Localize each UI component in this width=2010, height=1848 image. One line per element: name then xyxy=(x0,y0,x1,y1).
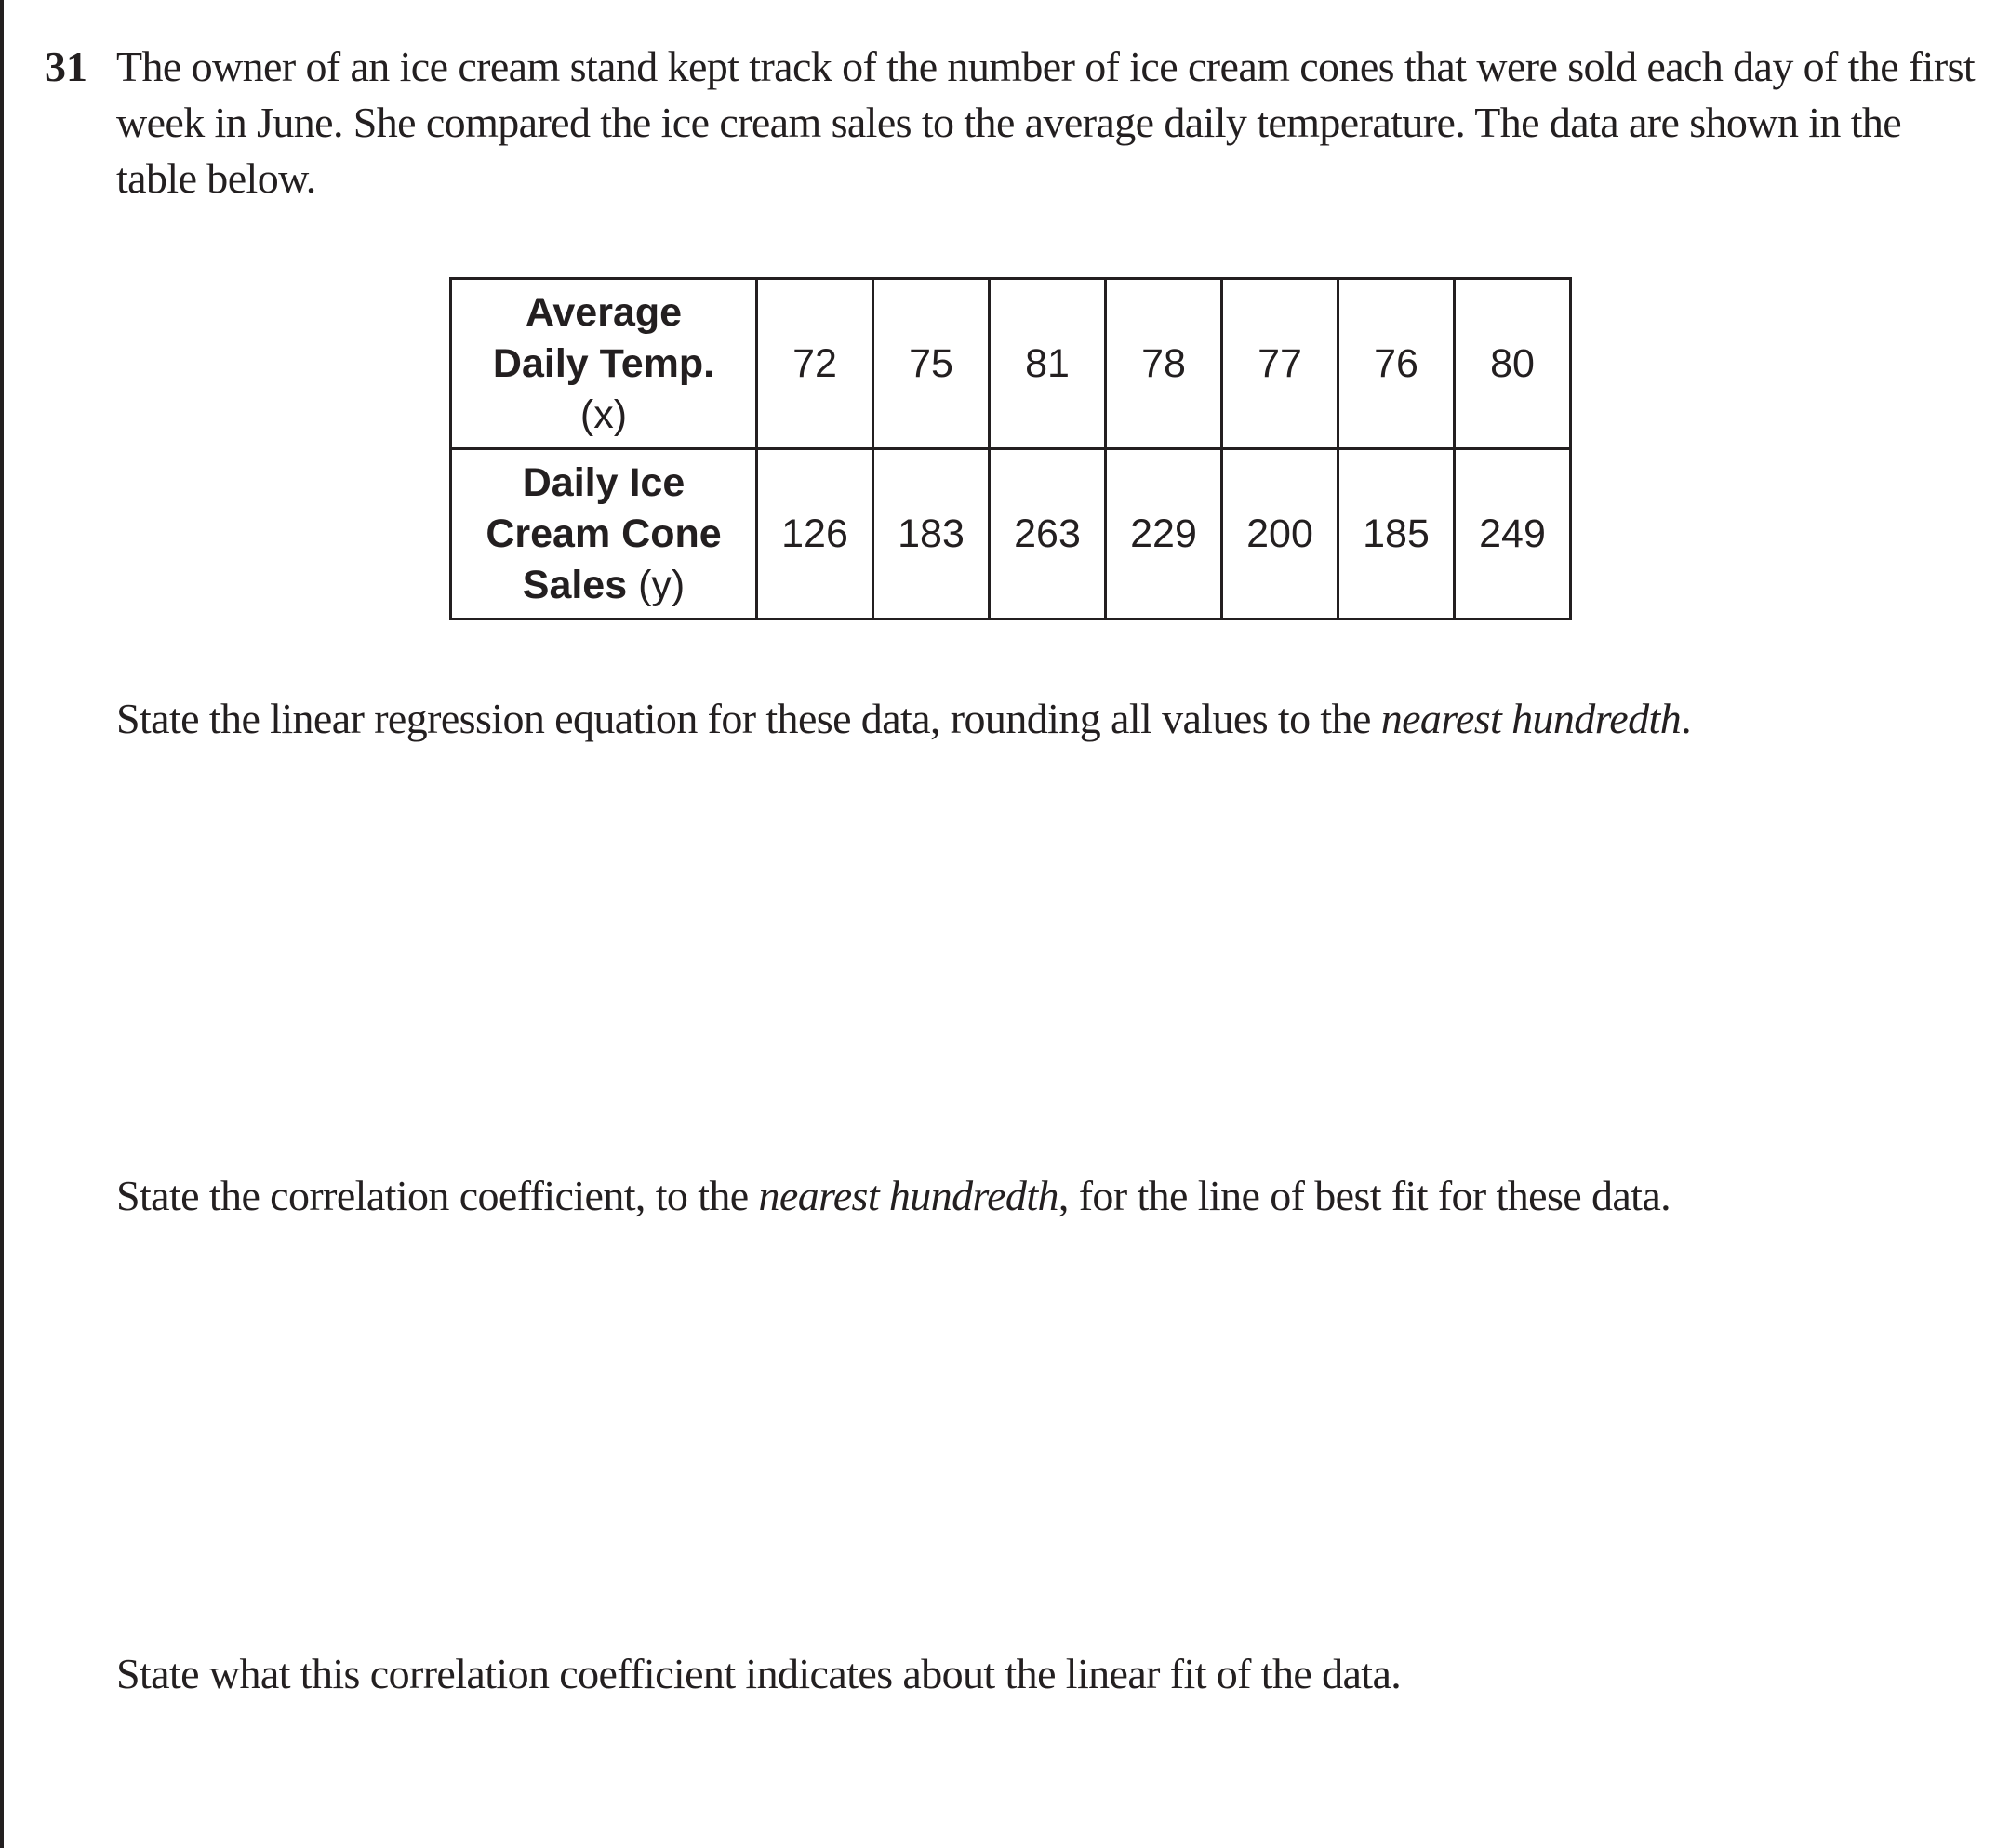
table-cell: 185 xyxy=(1338,449,1455,619)
row-header-line: Cream Cone xyxy=(486,511,722,556)
table-cell: 81 xyxy=(990,279,1106,449)
row-header-line: Daily Temp. xyxy=(492,340,715,386)
table-cell: 78 xyxy=(1106,279,1222,449)
prompt-text: State what this correlation coefficient indicates about the linear fit of the data. xyxy=(116,1650,1402,1697)
table-cell: 229 xyxy=(1106,449,1222,619)
table-cell: 126 xyxy=(757,449,873,619)
row-header-variable: (x) xyxy=(579,392,628,437)
table-cell: 80 xyxy=(1455,279,1571,449)
table-cell: 76 xyxy=(1338,279,1455,449)
question-number: 31 xyxy=(45,43,87,90)
table-row-temperature xyxy=(451,279,1571,449)
row-header-line: Sales xyxy=(522,562,628,607)
answer-space-interpretation[interactable] xyxy=(116,1713,1958,1843)
table-row-sales xyxy=(451,449,1571,619)
prompt-text: State the correlation coefficient, to the xyxy=(116,1172,759,1219)
prompt-text: , for the line of best fit for these data. xyxy=(1058,1172,1671,1219)
table-cell: 263 xyxy=(990,449,1106,619)
prompt-emphasis: nearest hundredth xyxy=(1380,695,1682,742)
row-header-line: Daily Ice xyxy=(522,459,686,505)
row-header-variable: (y) xyxy=(638,562,686,607)
answer-space-regression[interactable] xyxy=(116,758,1958,1149)
prompt-text: State the linear regression equation for these data, rounding all values to the xyxy=(116,695,1381,742)
table-cell: 183 xyxy=(873,449,990,619)
answer-space-correlation[interactable] xyxy=(116,1235,1958,1626)
prompt-correlation-coefficient xyxy=(116,1168,1671,1224)
table-cell: 249 xyxy=(1455,449,1571,619)
table-cell: 72 xyxy=(757,279,873,449)
table-cell: 77 xyxy=(1222,279,1338,449)
prompt-text: . xyxy=(1681,695,1691,742)
row-header-line: Average xyxy=(525,289,683,335)
page-left-border xyxy=(0,0,4,1848)
row-header-temperature xyxy=(451,279,757,449)
prompt-regression-equation xyxy=(116,691,1691,747)
question-stem: The owner of an ice cream stand kept track of the number of ice cream cones that were sold each day of the first week in June. She compared the ice cream sales to the average daily temperature. The data are shown in the table below. xyxy=(116,43,1976,202)
row-header-sales xyxy=(451,449,757,619)
prompt-emphasis: nearest hundredth xyxy=(758,1172,1058,1219)
data-table xyxy=(449,277,1572,620)
table-cell: 200 xyxy=(1222,449,1338,619)
table-cell: 75 xyxy=(873,279,990,449)
prompt-interpretation xyxy=(116,1646,1401,1702)
